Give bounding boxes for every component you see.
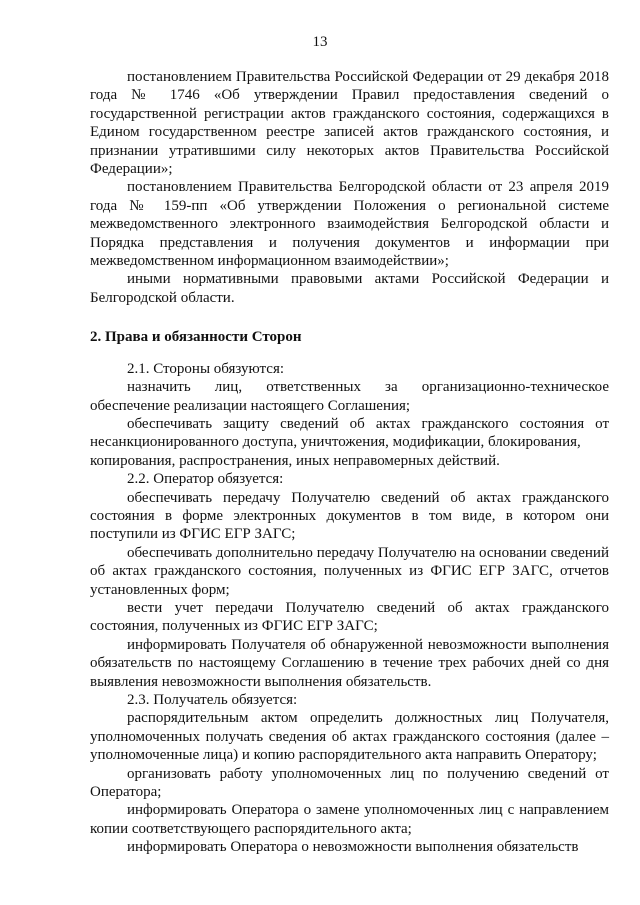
obligation-item: организовать работу уполномоченных лиц по получению сведений от Оператора; [90, 765, 609, 801]
subsection-title: 2.3. Получатель обязуется: [127, 692, 298, 708]
obligation-item: распорядительным актом определить должностных лиц Получателя, уполномоченных получать сведения об актах гражданского состояния (далее – уполномоченные лица) и копию распорядительного акта направить Оператору; [90, 710, 609, 764]
obligation-item: назначить лиц, ответственных за организационно-техническое обеспечение реализации настоящего Соглашения; [90, 379, 609, 414]
intro-paragraph: постановлением Правительства Белгородской области от 23 апреля 2019 года № 159-пп «Об утверждении Положения о региональной системе межведомственного электронного взаимодействия Белгородской области и Порядка представления и получения документов и информации при межведомственном информационном взаимодействии»; [90, 179, 609, 270]
subsection-title: 2.2. Оператор обязуется: [127, 471, 284, 488]
obligation-continuation: копирования, распространения, иных неправомерных действий. [90, 452, 500, 469]
obligation-item: обеспечивать передачу Получателю сведений об актах гражданского состояния в форме электронных документов в том виде, в котором они поступили из ФГИС ЕГР ЗАГС; [90, 489, 609, 543]
obligation-item: обеспечивать защиту сведений об актах гражданского состояния от несанкционированного доступа, уничтожения, модификации, блокирования, [90, 415, 609, 451]
intro-paragraph: иными нормативными правовыми актами Российской Федерации и Белгородской области. [90, 271, 609, 306]
document-body [90, 68, 609, 857]
subsection-title: 2.1. Стороны обязуются: [127, 360, 285, 377]
section-heading: 2. Права и обязанности Сторон [90, 329, 302, 346]
intro-paragraph: постановлением Правительства Российской Федерации от 29 декабря 2018 года № 1746 «Об утверждении Правил предоставления сведений о государственной регистрации актов гражданского состояния, содержащихся в Едином государственном реестре записей актов гражданского состояния, и признании утратившими силу некоторых актов Правительства Российской Федерации»; [90, 69, 609, 178]
obligation-item: информировать Оператора о замене уполномоченных лиц с направлением копии соответствующего распорядительного акта; [90, 802, 609, 837]
obligation-item: вести учет передачи Получателю сведений об актах гражданского состояния, полученных из ФГИС ЕГР ЗАГС; [90, 599, 609, 635]
obligation-item: информировать Получателя об обнаруженной невозможности выполнения обязательств по настоящему Соглашению в течение трех рабочих дней со дня выявления невозможности выполнения обязательств. [90, 636, 609, 690]
obligation-item: информировать Оператора о невозможности выполнения обязательств [127, 839, 579, 856]
obligation-item: обеспечивать дополнительно передачу Получателю на основании сведений об актах гражданского состояния, полученных из ФГИС ЕГР ЗАГС, отчетов установленных форм; [90, 544, 609, 598]
page-number: 13 [312, 34, 328, 50]
